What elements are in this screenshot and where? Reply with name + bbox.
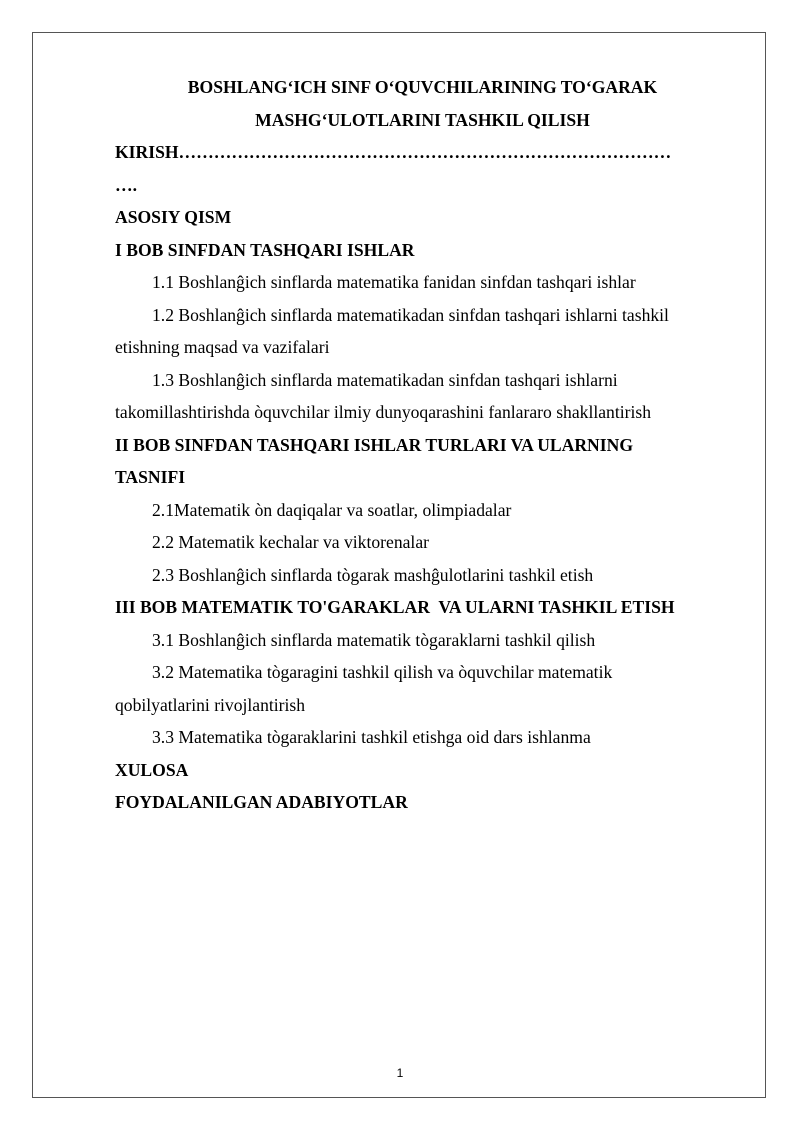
toc-item-3-3: 3.3 Matematika tògaraklarini tashkil etishga oid dars ishlanma	[152, 727, 591, 747]
toc-conclusion: XULOSA	[115, 759, 189, 780]
toc-item-3-1: 3.1 Boshlanĝich sinflarda matematik tògaraklarni tashkil qilish	[152, 629, 596, 650]
toc-main-part: ASOSIY QISM	[115, 207, 232, 227]
toc-intro-continuation: ….	[115, 174, 137, 195]
document-title-line-2: MASHG‘ULOTLARINI TASHKIL QILISH	[255, 109, 590, 130]
toc-item-3-2-continuation: qobilyatlarini rivojlantirish	[115, 694, 306, 715]
toc-chapter-2-heading: II BOB SINFDAN TASHQARI ISHLAR TURLARI VA ULARNING	[115, 434, 633, 455]
toc-item-2-2: 2.2 Matematik kechalar va viktorenalar	[152, 532, 429, 552]
toc-chapter-2-heading-continuation: TASNIFI	[115, 467, 186, 487]
toc-chapter-1-heading: I BOB SINFDAN TASHQARI ISHLAR	[115, 239, 415, 260]
toc-chapter-3-heading: III BOB MATEMATIK TO'GARAKLAR VA ULARNI TASHKIL ETISH	[115, 597, 675, 617]
toc-item-1-3: 1.3 Boshlanĝich sinflarda matematikadan sinfdan tashqari ishlarni	[152, 369, 618, 390]
toc-item-3-2: 3.2 Matematika tògaragini tashkil qilish va òquvchilar matematik	[152, 662, 613, 682]
table-of-contents	[115, 71, 730, 819]
toc-intro: KIRISH…………………………………………………………………………	[115, 142, 672, 162]
toc-item-1-2-continuation: etishning maqsad va vazifalari	[115, 337, 330, 357]
document-title-line-1: BOSHLANG‘ICH SINF O‘QUVCHILARINING TO‘GARAK	[187, 77, 658, 97]
page-number: 1	[396, 1066, 404, 1080]
toc-item-2-3: 2.3 Boshlanĝich sinflarda tògarak mashĝulotlarini tashkil etish	[152, 564, 594, 585]
toc-item-1-2: 1.2 Boshlanĝich sinflarda matematikadan sinfdan tashqari ishlarni tashkil	[152, 304, 669, 325]
toc-item-2-1: 2.1Matematik òn daqiqalar va soatlar, olimpiadalar	[152, 499, 512, 520]
toc-item-1-3-continuation: takomillashtirishda òquvchilar ilmiy dunyoqarashini fanlararo shakllantirish	[115, 402, 651, 422]
toc-references: FOYDALANILGAN ADABIYOTLAR	[115, 792, 408, 812]
toc-item-1-1: 1.1 Boshlanĝich sinflarda matematika fanidan sinfdan tashqari ishlar	[152, 272, 636, 292]
